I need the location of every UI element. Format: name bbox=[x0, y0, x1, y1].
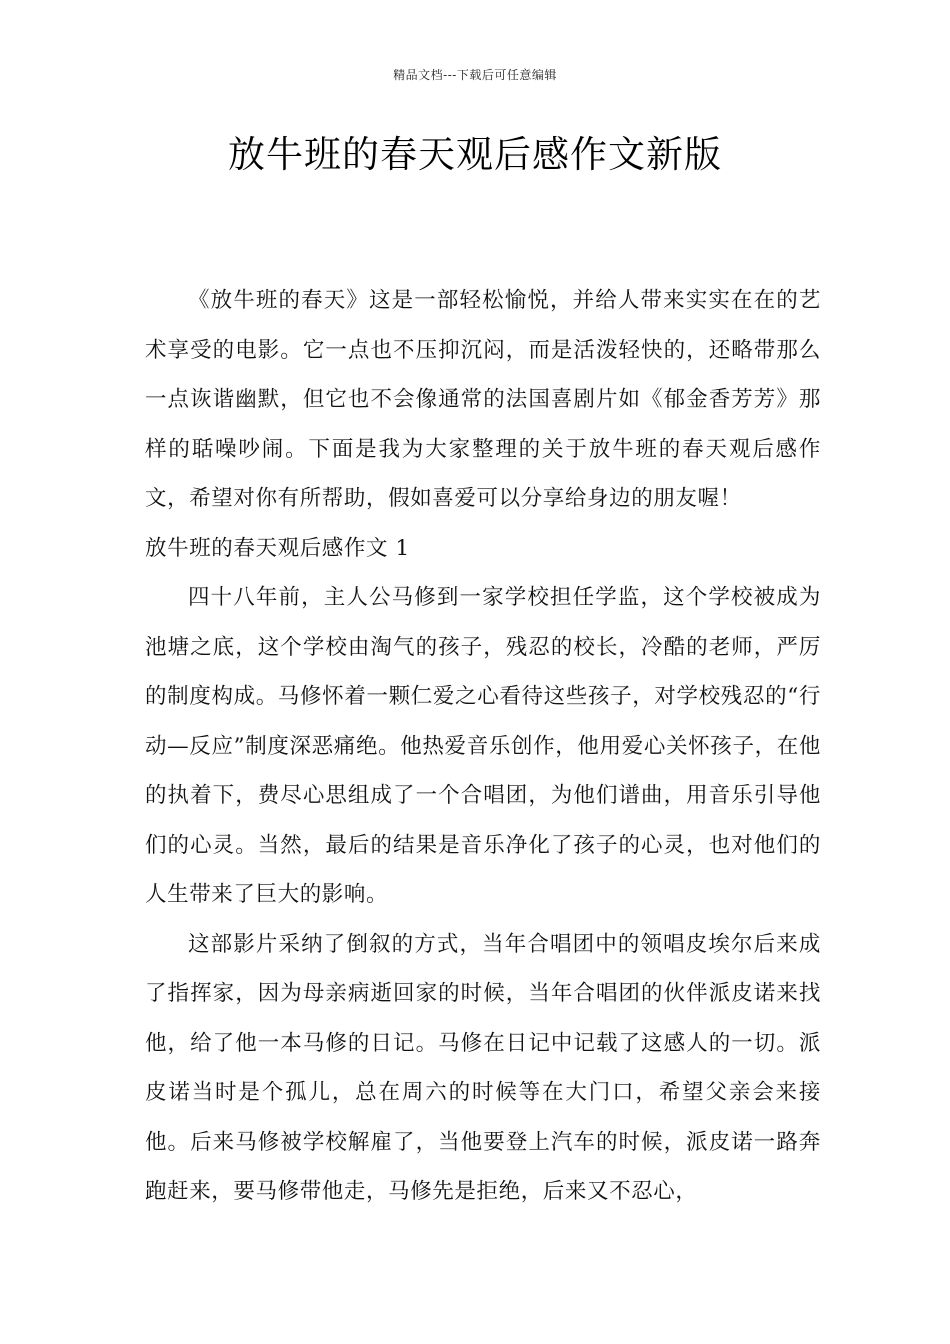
document-title: 放牛班的春天观后感作文新版 bbox=[228, 133, 722, 176]
intro-paragraph: 《放牛班的春天》这是一部轻松愉悦，并给人带来实实在在的艺术享受的电影。它一点也不压抑沉闷，而是活泼轻快的，还略带那么一点诙谐幽默，但它也不会像通常的法国喜剧片如《郁金香芳芳》那样的聒噪吵闹。下面是我为大家整理的关于放牛班的春天观后感作文，希望对你有所帮助，假如喜爱可以分享给身边的朋友喔！ bbox=[145, 288, 821, 511]
section-paragraph-1: 四十八年前，主人公马修到一家学校担任学监，这个学校被成为池塘之底，这个学校由淘气的孩子，残忍的校长，冷酷的老师，严厉的制度构成。马修怀着一颗仁爱之心看待这些孩子，对学校残忍的“行动—反应”制度深恶痛绝。他热爱音乐创作，他用爱心关怀孩子，在他的执着下，费尽心思组成了一个合唱团，为他们谱曲，用音乐引导他们的心灵。当然，最后的结果是音乐净化了孩子的心灵，也对他们的人生带来了巨大的影响。 bbox=[145, 585, 821, 907]
section-heading: 放牛班的春天观后感作文 1 bbox=[145, 535, 410, 561]
document-body bbox=[145, 276, 821, 1217]
section-paragraph-2: 这部影片采纳了倒叙的方式，当年合唱团中的领唱皮埃尔后来成了指挥家，因为母亲病逝回家的时候，当年合唱团的伙伴派皮诺来找他，给了他一本马修的日记。马修在日记中记载了这感人的一切。派皮诺当时是个孤儿，总在周六的时候等在大门口，希望父亲会来接他。后来马修被学校解雇了，当他要登上汽车的时候，派皮诺一路奔跑赶来，要马修带他走，马修先是拒绝，后来又不忍心， bbox=[145, 931, 821, 1204]
header-note: 精品文档---下载后可任意编辑 bbox=[393, 68, 557, 82]
